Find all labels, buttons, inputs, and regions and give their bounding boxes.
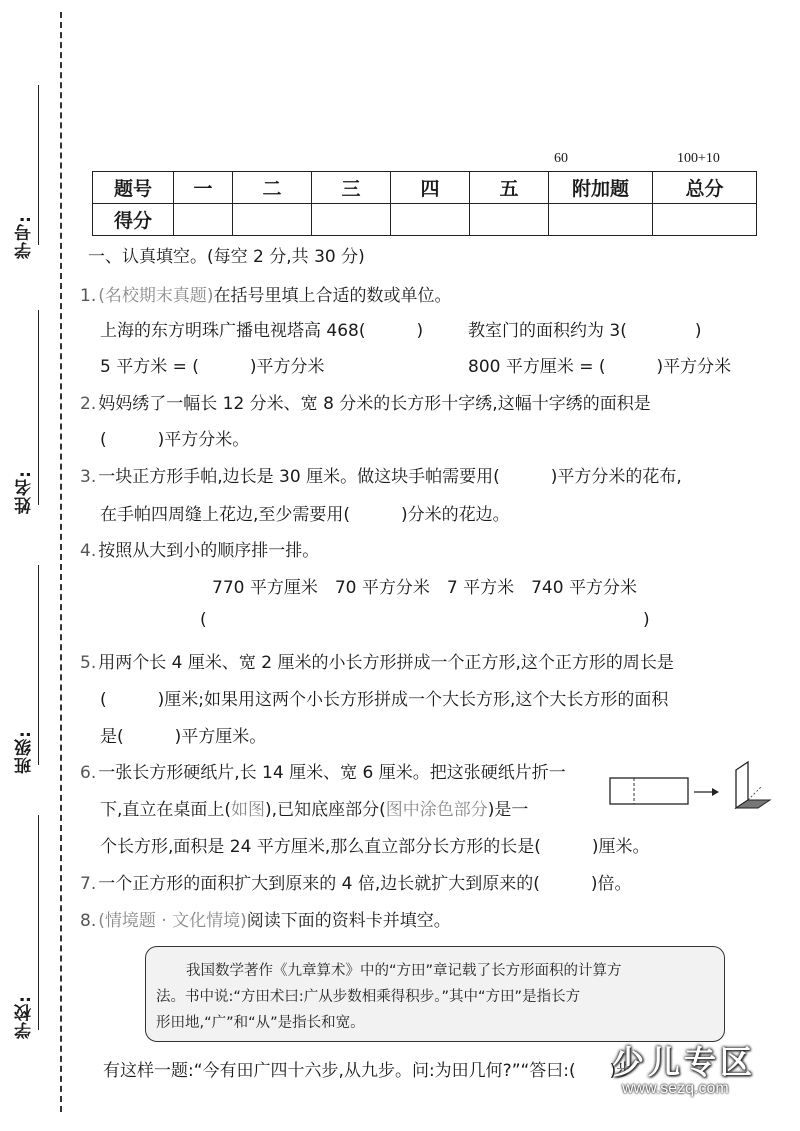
school-label: 学校: xyxy=(15,995,35,1039)
question-number: 3. xyxy=(80,467,97,487)
question-text: 妈妈绣了一幅长 12 分米、宽 8 分米的长方形十字绣,这幅十字绣的面积是 xyxy=(98,394,651,414)
text-part: ),已知底座部分( xyxy=(265,800,386,820)
question-6 xyxy=(80,758,566,783)
header-cell: 总分 xyxy=(653,172,757,204)
question-text: 阅读下面的资料卡并填空。 xyxy=(246,911,451,931)
question-4-items: 770 平方厘米 70 平方分米 7 平方米 740 平方分米 xyxy=(212,578,637,598)
question-number: 4. xyxy=(80,541,97,561)
score-cell[interactable] xyxy=(174,204,233,236)
score-cell[interactable] xyxy=(391,204,470,236)
score-cell[interactable] xyxy=(549,204,653,236)
score-cell[interactable] xyxy=(312,204,391,236)
question-text: 用两个长 4 厘米、宽 2 厘米的小长方形拼成一个正方形,这个正方形的周长是 xyxy=(98,653,674,673)
section-title: 一、认真填空。(每空 2 分,共 30 分) xyxy=(88,247,365,267)
hidden-edge xyxy=(748,786,762,800)
question-number: 7. xyxy=(80,874,97,894)
question-number: 6. xyxy=(80,763,97,783)
score-cell[interactable] xyxy=(653,204,757,236)
question-1-line-a-right: 教室门的面积约为 3( ) xyxy=(468,321,702,341)
question-number: 1. xyxy=(80,286,97,306)
student-id-label: 学号: xyxy=(15,215,35,259)
info-card xyxy=(145,946,725,1042)
score-row-label: 得分 xyxy=(93,204,174,236)
header-cell: 附加题 xyxy=(549,172,653,204)
score-table-score-row xyxy=(93,204,757,236)
question-7 xyxy=(80,869,632,894)
question-text: 在括号里填上合适的数或单位。 xyxy=(213,286,452,306)
folding-diagram xyxy=(608,760,773,820)
question-4-close-paren: ) xyxy=(643,610,650,630)
score-cell[interactable] xyxy=(233,204,312,236)
question-8 xyxy=(80,906,451,931)
text-part: 如图 xyxy=(231,800,266,820)
watermark-brand: 少儿专区 xyxy=(612,1043,757,1081)
question-4-open-paren: ( xyxy=(200,610,207,630)
question-number: 2. xyxy=(80,394,97,414)
question-3 xyxy=(80,462,682,487)
question-8-bottom-line: 有这样一题:“今有田广四十六步,从九步。问:为田几何?”“答曰:( )步 xyxy=(103,1061,634,1081)
question-number: 8. xyxy=(80,911,97,931)
text-part: )是一 xyxy=(487,800,529,820)
question-text: 一张长方形硬纸片,长 14 厘米、宽 6 厘米。把这张硬纸片折一 xyxy=(98,763,566,783)
text-part: 下,直立在桌面上( xyxy=(100,800,232,820)
points-note-b: 100+10 xyxy=(677,151,720,166)
question-text: 按照从大到小的顺序排一排。 xyxy=(98,541,320,561)
watermark-url: www.sezq.com xyxy=(622,1080,729,1097)
question-text: 一个正方形的面积扩大到原来的 4 倍,边长就扩大到原来的( )倍。 xyxy=(98,874,632,894)
question-2 xyxy=(80,389,651,414)
arrow-icon xyxy=(712,788,719,796)
question-3-line2: 在手帕四周缝上花边,至少需要用( )分米的花边。 xyxy=(100,505,510,525)
school-line xyxy=(38,815,39,1030)
question-6-line3: 个长方形,面积是 24 平方厘米,那么直立部分长方形的长是( )厘米。 xyxy=(100,837,650,857)
question-5-line2: ( )厘米;如果用这两个小长方形拼成一个大长方形,这个大长方形的面积 xyxy=(100,690,669,710)
flat-cardboard xyxy=(610,778,688,804)
question-6-line2 xyxy=(100,795,528,820)
text-part: 图中涂色部分 xyxy=(385,800,488,820)
card-line: 法。书中说:“方田术曰:广从步数相乘得积步。”其中“方田”是指长方 xyxy=(156,989,581,1005)
question-2-line2: ( )平方分米。 xyxy=(100,430,250,450)
card-line: 我国数学著作《九章算术》中的“方田”章记载了长方形面积的计算方 xyxy=(186,963,622,979)
header-cell: 五 xyxy=(470,172,549,204)
base-part-shaded xyxy=(736,800,770,808)
class-line xyxy=(38,565,39,765)
question-tag: (情境题 · 文化情境) xyxy=(98,911,247,931)
question-number: 5. xyxy=(80,653,97,673)
question-5-line3: 是( )平方厘米。 xyxy=(100,727,267,747)
score-cell[interactable] xyxy=(470,204,549,236)
binding-dashed-line xyxy=(60,12,62,1112)
name-label: 姓名: xyxy=(15,470,35,514)
score-table xyxy=(92,171,757,236)
class-label: 班级: xyxy=(15,730,35,774)
question-1-line-b-right: 800 平方厘米 = ( )平方分米 xyxy=(468,357,732,377)
score-table-header-row xyxy=(93,172,757,204)
question-1 xyxy=(80,281,452,306)
question-1-line-a-left: 上海的东方明珠广播电视塔高 468( ) xyxy=(100,321,424,341)
question-5 xyxy=(80,648,674,673)
question-4 xyxy=(80,536,319,561)
name-line xyxy=(38,310,39,505)
question-text: 一块正方形手帕,边长是 30 厘米。做这块手帕需要用( )平方分米的花布, xyxy=(98,467,682,487)
header-cell: 二 xyxy=(233,172,312,204)
student-id-line xyxy=(38,85,39,245)
header-cell: 题号 xyxy=(93,172,174,204)
card-line: 形田地,“广”和“从”是指长和宽。 xyxy=(156,1015,365,1031)
header-cell: 三 xyxy=(312,172,391,204)
question-tag: (名校期末真题) xyxy=(98,286,214,306)
header-cell: 一 xyxy=(174,172,233,204)
question-1-line-b-left: 5 平方米 = ( )平方分米 xyxy=(100,357,325,377)
header-cell: 四 xyxy=(391,172,470,204)
points-note-a: 60 xyxy=(554,151,568,166)
